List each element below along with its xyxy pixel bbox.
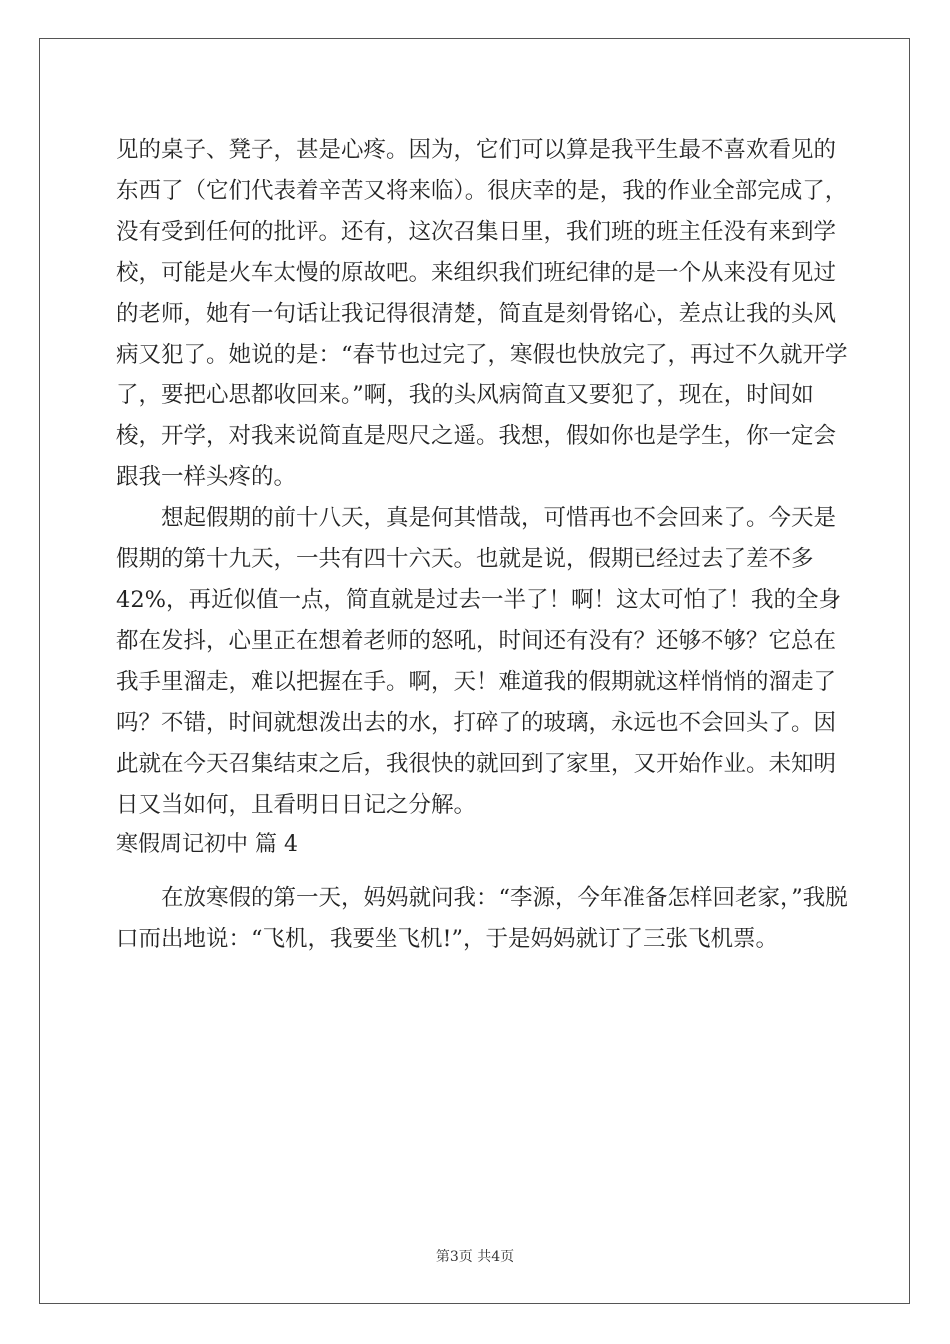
page-number-footer: 第3页 共4页 bbox=[435, 1249, 515, 1265]
section-heading: 寒假周记初中 篇 4 bbox=[116, 832, 298, 858]
heading-spacer bbox=[116, 866, 856, 878]
document-body bbox=[116, 130, 856, 960]
paragraph-3: 在放寒假的第一天，妈妈就问我：“李源，今年准备怎样回老家，”我脱口而出地说：“飞机，我要坐飞机!”，于是妈妈就订了三张飞机票。 bbox=[116, 885, 848, 953]
paragraph-2: 想起假期的前十八天，真是何其惜哉，可惜再也不会回来了。今天是假期的第十九天，一共有四十六天。也就是说，假期已经过去了差不多42%，再近似值一点，简直就是过去一半了！啊！这太可怕了！我的全身都在发抖，心里正在想着老师的怒吼，时间还有没有？还够不够？它总在我手里溜走，难以把握在手。啊，天！难道我的假期就这样悄悄的溜走了吗？不错，时间就想泼出去的水，打碎了的玻璃，永远也不会回头了。因此就在今天召集结束之后，我很快的就回到了家里，又开始作业。未知明日又当如何，且看明日日记之分解。 bbox=[116, 505, 842, 818]
paragraph-1: 见的桌子、凳子，甚是心疼。因为，它们可以算是我平生最不喜欢看见的东西了（它们代表着辛苦又将来临）。很庆幸的是，我的作业全部完成了，没有受到任何的批评。还有，这次召集日里，我们班的班主任没有来到学校，可能是火车太慢的原故吧。来组织我们班纪律的是一个从来没有见过的老师，她有一句话让我记得很清楚，简直是刻骨铭心，差点让我的头风病又犯了。她说的是：“春节也过完了，寒假也快放完了，再过不久就开学了，要把心思都收回来。”啊，我的头风病简直又要犯了，现在，时间如梭，开学，对我来说简直是咫尺之遥。我想，假如你也是学生，你一定会跟我一样头疼的。 bbox=[116, 137, 848, 491]
